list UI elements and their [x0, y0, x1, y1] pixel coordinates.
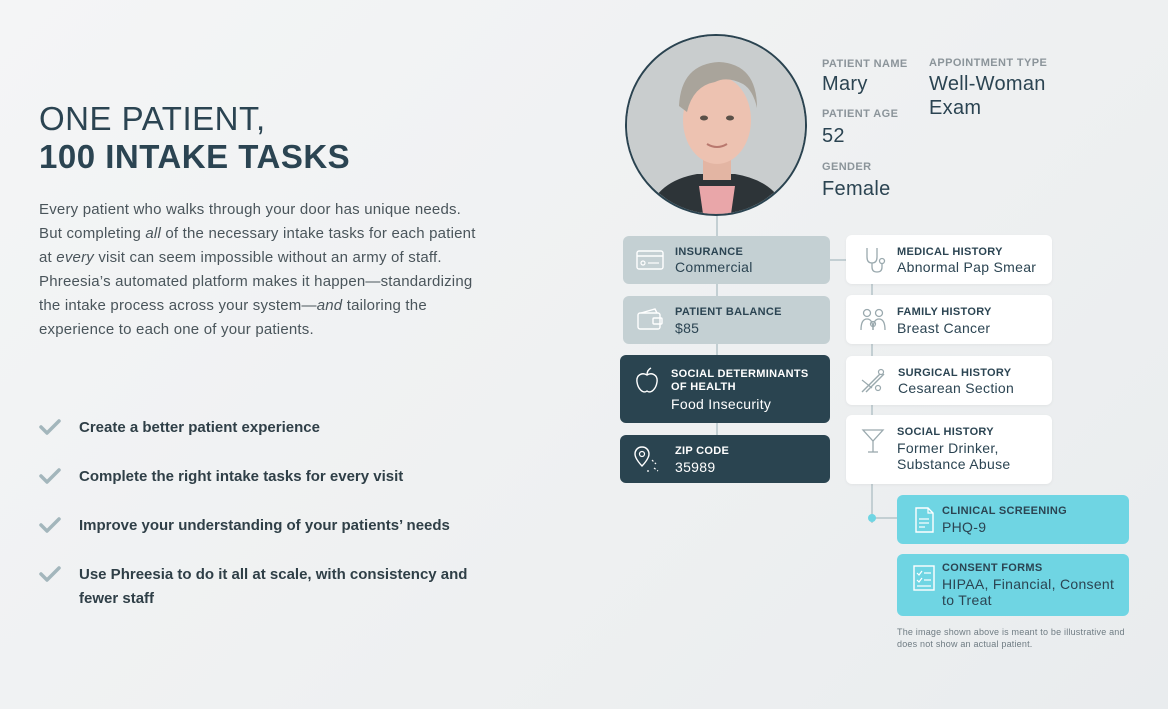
checkmark-icon — [39, 565, 61, 583]
patient-age-label: PATIENT AGE — [822, 108, 899, 120]
patient-name: Mary — [822, 73, 868, 95]
medical-history-card: MEDICAL HISTORY Abnormal Pap Smear — [846, 235, 1052, 284]
checkmark-icon — [39, 467, 61, 485]
appointment-type-label: APPOINTMENT TYPE — [929, 57, 1048, 69]
appointment-type: Well-Woman Exam — [929, 73, 1046, 119]
document-icon — [909, 505, 939, 535]
connector-line — [873, 517, 897, 519]
surgical-history-card: SURGICAL HISTORY Cesarean Section — [846, 356, 1052, 405]
consent-forms-card: CONSENT FORMS HIPAA, Financial, Consent to Treat — [897, 554, 1129, 616]
clinical-screening-card: CLINICAL SCREENING PHQ-9 — [897, 495, 1129, 544]
family-history-card: FAMILY HISTORY Breast Cancer — [846, 295, 1052, 344]
patient-name-label: PATIENT NAME — [822, 58, 908, 70]
social-determinants-card: SOCIAL DETERMINANTS OF HEALTH Food Insecurity — [620, 355, 830, 423]
cocktail-glass-icon — [858, 426, 888, 456]
map-pin-icon — [632, 444, 662, 474]
patient-photo — [625, 34, 807, 216]
heading-line-2: 100 INTAKE TASKS — [39, 138, 351, 175]
intro-paragraph: Every patient who walks through your door has unique needs. But completing all of the necessary intake tasks for each patient at every visit can seem impossible without an army of staff. Phreesia’s automated platform makes it happen—standardizing the intake process across your system—and tailoring the experience to each one of your patients. — [39, 201, 476, 338]
family-icon — [858, 305, 888, 335]
apple-icon — [632, 366, 662, 396]
insurance-card: INSURANCE Commercial — [623, 236, 830, 284]
connector-dot — [868, 514, 876, 522]
heading-line-1: ONE PATIENT, — [39, 100, 266, 137]
insurance-card-icon — [635, 245, 665, 275]
gender-label: GENDER — [822, 161, 872, 173]
checkmark-icon — [39, 418, 61, 436]
social-history-card: SOCIAL HISTORY Former Drinker, Substance Abuse — [846, 415, 1052, 484]
checklist-form-icon — [909, 563, 939, 593]
patient-age: 52 — [822, 125, 845, 147]
patient-balance-card: PATIENT BALANCE $85 — [623, 296, 830, 344]
connector-line — [830, 259, 846, 261]
disclaimer: The image shown above is meant to be illustrative and does not show an actual patient. — [897, 627, 1125, 649]
checkmark-icon — [39, 516, 61, 534]
hero-text — [39, 100, 479, 342]
surgical-tools-icon — [858, 366, 888, 396]
zip-code-card: ZIP CODE 35989 — [620, 435, 830, 483]
wallet-icon — [635, 305, 665, 335]
stethoscope-icon — [858, 245, 888, 275]
patient-gender: Female — [822, 178, 891, 200]
patient-portrait-icon — [627, 36, 805, 214]
